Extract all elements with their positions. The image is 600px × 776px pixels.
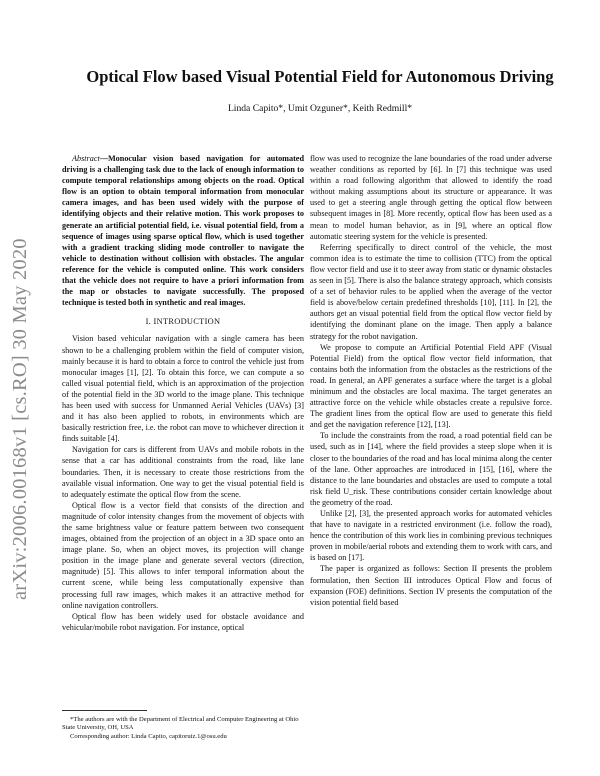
footnote-corresponding-author: Corresponding author: Linda Capito, capitoruiz.1@osu.edu — [70, 732, 227, 740]
section-heading-introduction: I. INTRODUCTION — [145, 317, 221, 327]
paragraph: Optical flow has been widely used for obstacle avoidance and vehicular/mobile robot navigation. For instance, optical — [62, 611, 304, 632]
paper-authors: Linda Capito*, Umit Ozguner*, Keith Redmill* — [227, 103, 413, 114]
paragraph: Unlike [2], [3], the presented approach works for automated vehicles that have to navigate in a restricted environment (i.e. follow the road), hence the contribution of this work lies in combining previous techniques proven in mobile/aerial robots and extending them to work with cars, and is based on [17]. — [310, 509, 552, 563]
paper-title: Optical Flow based Visual Potential Field for Autonomous Driving — [86, 67, 554, 86]
paragraph: We propose to compute an Artificial Potential Field APF (Visual Potential Field) from the optical flow vector field information, that contains both the information from the obstacles as the restrictions of the road. In general, an APF generates a surface where the target is a global minimum and the obstacles are local maxima. The target generates an attractive force on the vehicle while obstacles create a repulsive force. The gradient lines from the optical flow are used to generate this field and get the navigation reference [12], [13]. — [310, 342, 552, 430]
arxiv-identifier: arXiv:2006.00168v1 [cs.RO] 30 May 2020 — [9, 238, 31, 600]
paragraph: Navigation for cars is different from UAVs and mobile robots in the sense that a car has additional constraints from the road, like lane boundaries. Then, it is necessary to create those restrictions from the available visual information. One way to get the visual potential field is to adequately estimate the optical flow from the scene. — [62, 445, 304, 499]
paragraph: To include the constraints from the road, a road potential field can be used, such as in [14], where the field provides a steep slope when it is closer to the boundaries of the road and has local minima along the center of the lane. Other approaches are introduced in [15], [16], where the distance to the lane boundaries and obstacles are used to compute a total risk field U_risk. These contributions consider certain knowledge about the geometry of the road. — [310, 431, 552, 507]
left-column — [62, 153, 304, 633]
footnotes — [62, 710, 304, 741]
paragraph: Optical flow is a vector field that consists of the direction and magnitude of color intensity changes from the movement of objects with the same brightness value or feature pattern between two consequent images, obtained from the projection of an object in a 3D space onto an image plane. So, when an object moves, its projection will change position in the image plane and generate several vectors (direction, magnitude) [5]. This allows to infer temporal information about the current scene, while being less computationally expensive than processing full raw images, which makes it an attractive method for online navigation controllers. — [62, 500, 304, 610]
right-column — [310, 153, 552, 608]
paragraph: Referring specifically to direct control of the vehicle, the most common idea is to estimate the time to collision (TTC) from the optical flow vector field and use it to steer away from static or dynamic obstacles as seen in [5]. There is also the balance strategy approach, which consists of a set of behavior rules to be applied when the average of the vector field is above/below certain predefined thresholds [10], [11]. In [2], the authors get an visual potential field from the optical flow vector field by identifying the dominant plane on the image. Then apply a balance strategy for the robot navigation. — [310, 242, 552, 341]
abstract-text: —Monocular vision based navigation for automated driving is a challenging task due to the lack of enough information to compute temporal relationships among objects on the road. Optical flow is an option to obtain temporal information from monocular camera images, and has been used widely with the purpose of identifying objects and their relative motion. This work proposes to generate an artificial potential field, i.e. visual potential field, from a sequence of images using sparse optical flow, which is used together with a gradient tracking sliding mode controller to navigate the vehicle to destination without collision with obstacles. The angular reference for the vehicle is computed online. This work considers that the vehicle does not require to have a priori information from the map or obstacles to navigate successfully. The proposed technique is tested both in synthetic and real images. — [62, 154, 304, 308]
paragraph: The paper is organized as follows: Section II presents the problem formulation, then Section III introduces Optical Flow and focus of expansion (FOE) definitions. Section IV presents the computation of the vision potential field based — [310, 564, 552, 607]
abstract — [62, 153, 304, 308]
paragraph: Vision based vehicular navigation with a single camera has been shown to be a challenging problem within the field of computer vision, mainly because it is hard to obtain a force to control the vehicle just from monocular images [1], [2]. To obtain this force, we can compute a so called visual potential field, which is an approximation of the projection of the potential field in the 3D world to the image plane. This technique has been used with success for Unmanned Aerial Vehicles (UAVs) [3] and it has also been applied to robots, in environments which are basically restriction free, i.e. the robot can move to whichever direction it finds suitable [4]. — [62, 334, 304, 444]
footnote-affiliation: *The authors are with the Department of Electrical and Computer Engineering at Ohio State University, OH, USA — [62, 716, 299, 732]
footnote-rule — [62, 710, 147, 711]
arxiv-sidebar — [5, 180, 35, 600]
abstract-lead: Abstract — [72, 154, 100, 163]
paragraph: flow was used to recognize the lane boundaries of the road under adverse weather conditions as reported by [6]. In [7] this technique was used within a road following algorithm that allowed to identify the road without making assumptions about its structure or appearance. It was used to get a steering angle through getting the optical flow between subsequent images in [8]. More recently, optical flow has been used as a mean to model human behavior, as in [9], where an optical flow automatic steering system for the vehicle is presented. — [310, 154, 552, 241]
